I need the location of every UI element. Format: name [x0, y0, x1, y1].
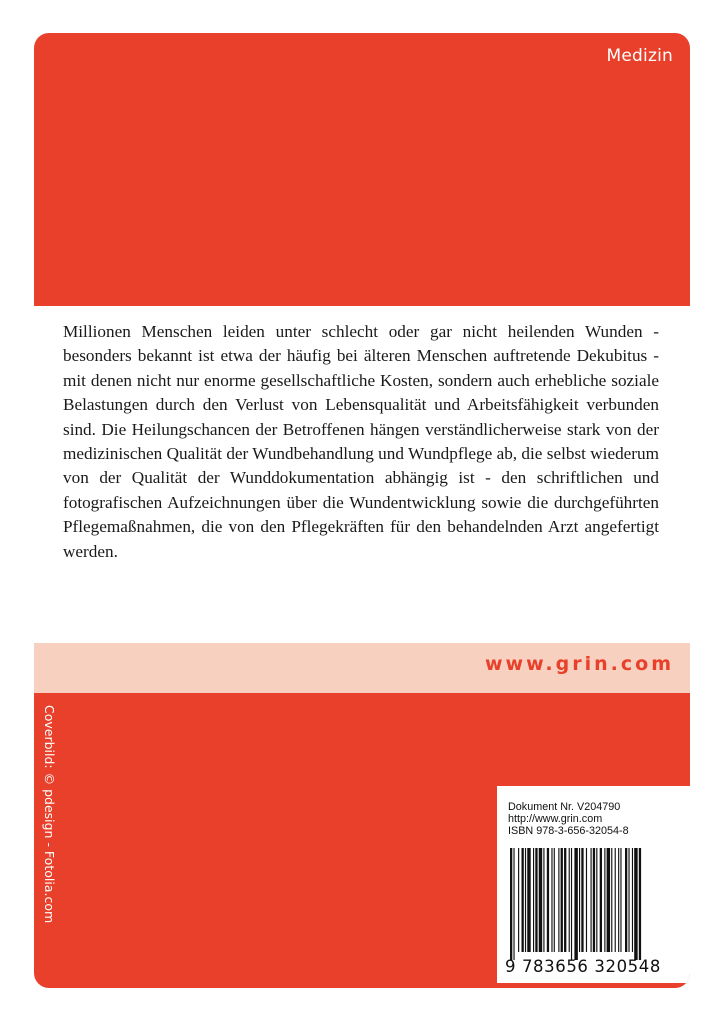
website-link[interactable]: www.grin.com: [484, 653, 674, 675]
barcode-bar: [581, 848, 583, 952]
blurb-text: Millionen Menschen leiden unter schlecht oder gar nicht heilenden Wunden - besonders bekannt ist etwa der häufig bei älteren Menschen auftretende Dekubitus - mit denen nicht nur enorme gesellschaftliche Kosten, sondern auch erhebliche soziale Belastungen durch den Verlust von Lebensqualität und Arbeitsfähigkeit verbunden sind. Die Heilungschancen der Betroffenen hängen verständlicherweise stark von der medizinischen Qualität der Wundbehandlung und Wundpflege ab, die selbst wiederum von der Qualität der Wunddokumentation abhängig ist - den schriftlichen und fotografischen Aufzeichnungen über die Wundentwicklung sowie die durchgeführten Pflegemaßnahmen, die von den Pflegekräften für den behandelnden Arzt angefertigt werden.: [63, 322, 659, 561]
barcode-bar: [611, 848, 612, 952]
barcode-bar: [543, 848, 544, 952]
barcode-panel: [497, 786, 690, 983]
barcode-bar: [591, 848, 592, 952]
barcode-bar: [620, 848, 621, 952]
barcode-bar: [513, 848, 514, 960]
publisher-url: http://www.grin.com: [508, 813, 603, 825]
barcode-bar: [561, 848, 563, 952]
document-number: Dokument Nr. V204790: [508, 801, 621, 813]
barcode-digits: 9 783656 320548: [505, 957, 661, 976]
barcode-meta: [508, 801, 629, 837]
barcode-bar: [518, 848, 519, 952]
cover-image-credit: Coverbild: © pdesign - Fotolia.com: [42, 705, 57, 924]
barcode-bar: [522, 848, 524, 952]
barcode-bar: [564, 848, 566, 952]
barcode-bar: [604, 848, 605, 952]
barcode-bar: [558, 848, 559, 952]
barcode-bar: [628, 848, 629, 952]
barcode-bar: [593, 848, 595, 952]
isbn-number: ISBN 978-3-656-32054-8: [508, 825, 629, 837]
barcode-bar: [551, 848, 552, 952]
barcode-bar: [533, 848, 534, 952]
barcode-bar: [527, 848, 530, 952]
barcode-bar: [539, 848, 542, 952]
barcode-bar: [618, 848, 619, 952]
barcode-bar: [632, 848, 633, 952]
barcode-bar: [535, 848, 537, 952]
barcode-bar: [625, 848, 627, 952]
cover-card: [34, 33, 690, 988]
barcode-bar: [607, 848, 610, 952]
barcode-bar: [600, 848, 602, 952]
barcode-bar: [639, 848, 641, 960]
barcode-bar: [586, 848, 587, 952]
barcode-bar: [525, 848, 526, 952]
barcode-bar: [615, 848, 616, 952]
barcode-bar: [579, 848, 580, 952]
barcode-bar: [554, 848, 555, 952]
barcode-bar: [596, 848, 597, 952]
barcode-bar: [569, 848, 570, 952]
barcode-bar: [574, 848, 577, 960]
barcode-bar: [510, 848, 512, 960]
barcode-bar: [634, 848, 637, 960]
isbn-barcode: [508, 848, 690, 960]
barcode-bar: [547, 848, 549, 952]
category-label: Medizin: [606, 46, 673, 66]
barcode-bar: [571, 848, 572, 960]
